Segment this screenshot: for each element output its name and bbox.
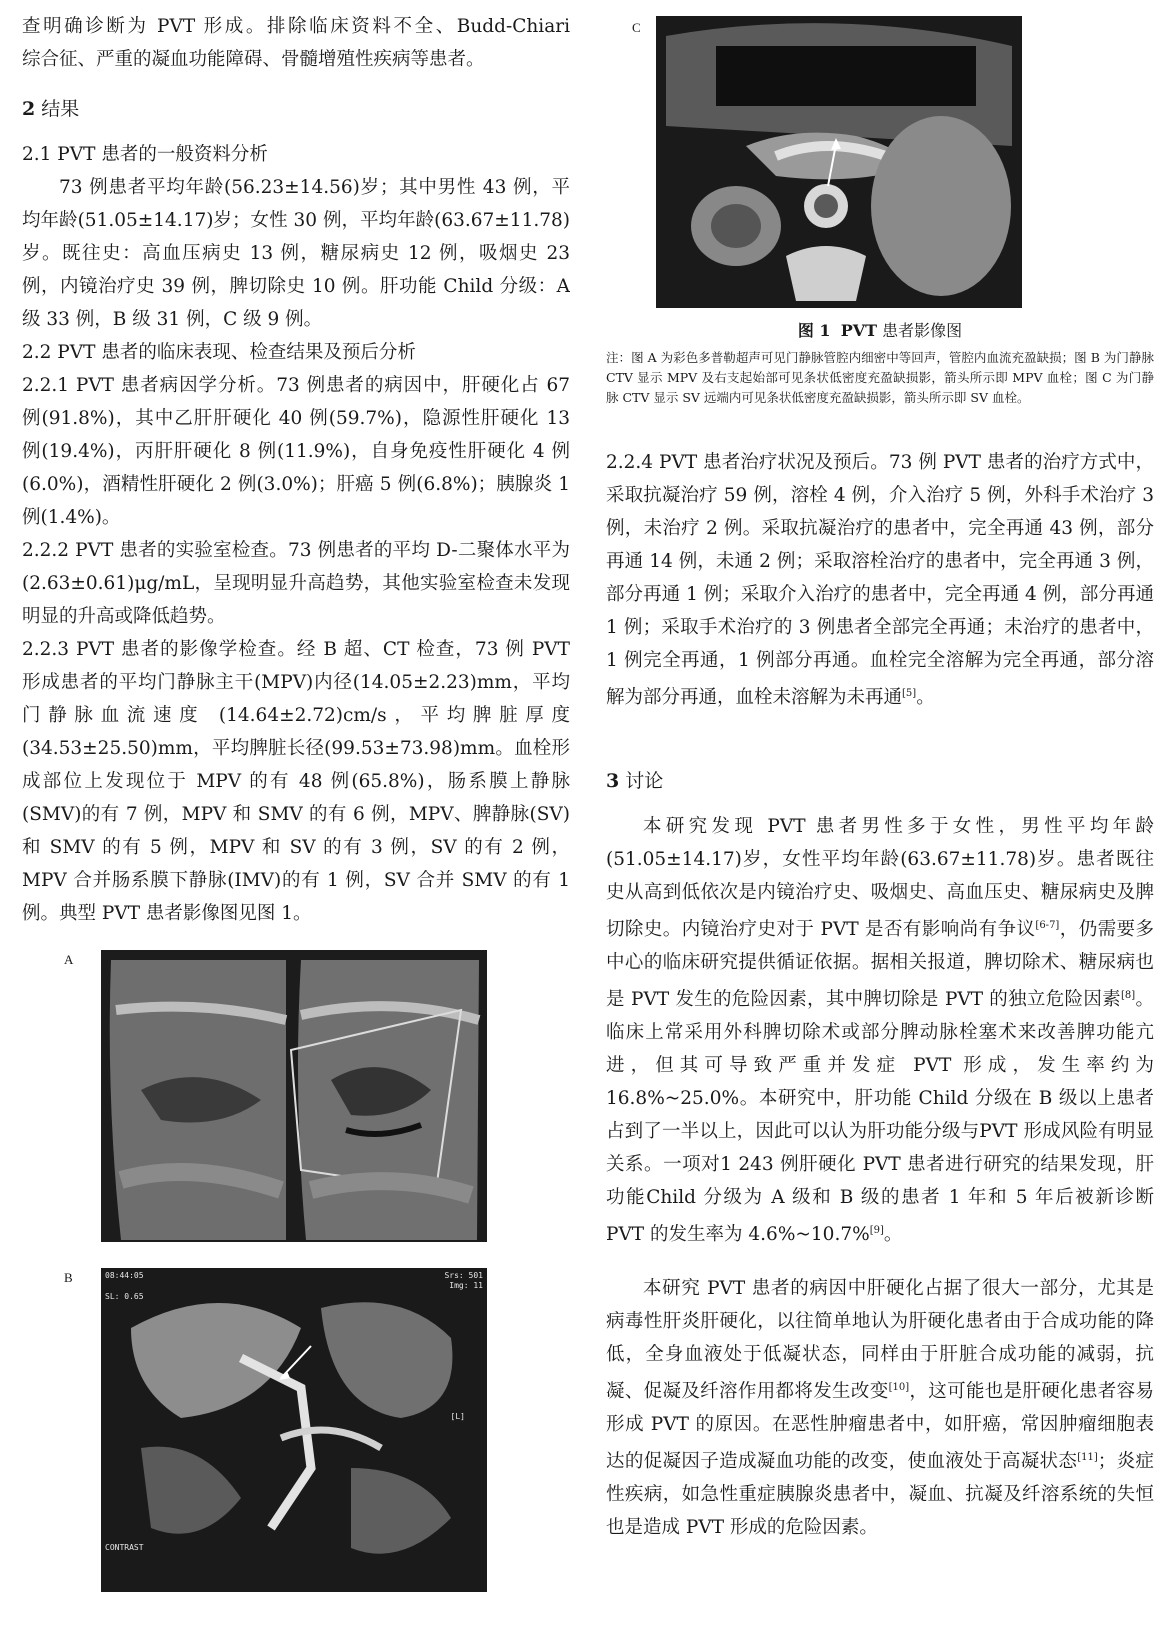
figure-b-ct-image (101, 1268, 487, 1592)
figure-b-label: B (64, 1270, 73, 1285)
ct-overlay-side: [L] (450, 1412, 465, 1421)
discussion-paragraph-2: 本研究 PVT 患者的病因中肝硬化占据了很大一部分，尤其是病毒性肝炎肝硬化，以往简单地认为肝硬化患者由于合成功能的降低，全身血液处于低凝状态，同样由于肝脏合成功能的减弱，抗凝、促凝及纤溶作用都将发生改变[10]，这可能也是肝硬化患者容易形成 PVT 的原因。在恶性肿瘤患者中，如肝癌，常因肿瘤细胞表达的促凝因子造成凝血功能的改变，使血液处于高凝状态[11]；炎症性疾病，如急性重症胰腺炎患者中，凝血、抗凝及纤溶系统的失恒也是造成 PVT 形成的危险因素。 (606, 1278, 1154, 1539)
section-2-1-title: 2.1 PVT 患者的一般资料分析 (22, 144, 268, 165)
section-2-1-text: 73 例患者平均年龄(56.23±14.56)岁；其中男性 43 例，平均年龄(51.05±14.17)岁；女性 30 例，平均年龄(63.67±11.78)岁。既往史：高血压病史 13 例，糖尿病史 12 例，吸烟史 23 例，内镜治疗史 39 例，脾切除史 10 例。肝功能 Child 分级：A 级 33 例，B 级 31 例，C 级 9 例。 (22, 177, 570, 330)
section-2-2-2-text: 2.2.2 PVT 患者的实验室检查。73 例患者的平均 D-二聚体水平为(2.63±0.61)μg/mL，呈现明显升高趋势，其他实验室检查未发现明显的升高或降低趋势。 (22, 540, 570, 627)
section-2-2-4-text: 2.2.4 PVT 患者治疗状况及预后。73 例 PVT 患者的治疗方式中，采取抗凝治疗 59 例，溶栓 4 例，介入治疗 5 例，外科手术治疗 3 例，未治疗 2 例。采取抗凝治疗的患者中，完全再通 43 例，部分再通 14 例，未通 2 例；采取溶栓治疗的患者中，完全再通 3 例，部分再通 1 例；采取介入治疗的患者中，完全再通 4 例，部分再通 1 例；采取手术治疗的 3 例患者全部完全再通；未治疗的患者中，1 例完全再通，1 例部分再通。血栓完全溶解为完全再通，部分溶解为部分再通，血栓未溶解为未再通[5]。 (606, 452, 1154, 709)
figure-1-note: 注：图 A 为彩色多普勒超声可见门静脉管腔内细密中等回声，管腔内血流充盈缺损；图 B 为门静脉 CTV 显示 MPV 及右支起始部可见条状低密度充盈缺损影，箭头所示即 MPV 血栓；图 C 为门静脉 CTV 显示 SV 远端内可见条状低密度充盈缺损影，箭头所示即 SV 血栓。 (606, 350, 1154, 405)
figure-1-caption: 图 1 PVT 患者影像图 (797, 321, 963, 340)
section-3-heading: 3 讨论 (606, 770, 664, 792)
section-2-heading: 2 结果 (22, 98, 80, 120)
ct-overlay-sl: SL: 0.65 (105, 1292, 144, 1301)
ct-coronal-svg (101, 1268, 487, 1592)
ct-axial-svg (656, 16, 1022, 308)
ct-overlay-contrast: CONTRAST (105, 1543, 144, 1552)
figure-c-ct-image (656, 16, 1022, 308)
discussion-paragraph-1: 本研究发现 PVT 患者男性多于女性，男性平均年龄(51.05±14.17)岁，女性平均年龄(63.67±11.78)岁。患者既往史从高到低依次是内镜治疗史、吸烟史、高血压史、糖尿病史及脾切除史。内镜治疗史对于 PVT 是否有影响尚有争议[6-7]，仍需要多中心的临床研究提供循证依据。据相关报道，脾切除术、糖尿病也是 PVT 发生的危险因素，其中脾切除是 PVT 的独立危险因素[8]。临床上常采用外科脾切除术或部分脾动脉栓塞术来改善脾功能亢进，但其可导致严重并发症 PVT 形成，发生率约为 16.8%~25.0%。本研究中，肝功能 Child 分级在 B 级以上患者占到了一半以上，因此可以认为肝功能分级与PVT 形成风险有明显关系。一项对1 243 例肝硬化 PVT 患者进行研究的结果发现，肝功能Child 分级为 A 级和 B 级的患者 1 年和 5 年后被新诊断 PVT 的发生率为 4.6%~10.7%[9]。 (606, 816, 1154, 1246)
section-2-2-3-text: 2.2.3 PVT 患者的影像学检查。经 B 超、CT 检查，73 例 PVT 形成患者的平均门静脉主干(MPV)内径(14.05±2.23)mm，平均门静脉血流速度 (14.64±2.72)cm/s，平均脾脏厚度(34.53±25.50)mm，平均脾脏长径(99.53±73.98)mm。血栓形成部位上发现位于 MPV 的有 48 例(65.8%)，肠系膜上静脉(SMV)的有 7 例，MPV 和 SMV 的有 6 例，MPV、脾静脉(SV)和 SMV 的有 5 例，MPV 和 SV 的有 3 例，SV 的有 2 例，MPV 合并肠系膜下静脉(IMV)的有 1 例，SV 合并 SMV 的有 1 例。典型 PVT 患者影像图见图 1。 (22, 639, 570, 924)
intro-line-2: 综合征、严重的凝血功能障碍、骨髓增殖性疾病等患者。 (22, 49, 485, 70)
intro-line-1: 查明确诊断为 PVT 形成。排除临床资料不全、Budd-Chiari (22, 16, 570, 37)
ultrasound-svg (101, 950, 487, 1242)
ct-overlay-img: Img: 11 (449, 1281, 483, 1290)
figure-c-label: C (632, 20, 641, 35)
ct-overlay-time: 08:44:05 (105, 1271, 144, 1280)
figure-a-ultrasound-image (101, 950, 487, 1242)
section-2-2-1-text: 2.2.1 PVT 患者病因学分析。73 例患者的病因中，肝硬化占 67 例(91.8%)，其中乙肝肝硬化 40 例(59.7%)，隐源性肝硬化 13 例(19.4%)，丙肝肝硬化 8 例(11.9%)，自身免疫性肝硬化 4 例(6.0%)，酒精性肝硬化 2 例(3.0%)；肝癌 5 例(6.8%)；胰腺炎 1 例(1.4%)。 (22, 375, 570, 528)
figure-a-label: A (64, 952, 74, 967)
section-2-2-title: 2.2 PVT 患者的临床表现、检查结果及预后分析 (22, 342, 416, 363)
ct-overlay-srs: Srs: 501 (444, 1271, 483, 1280)
